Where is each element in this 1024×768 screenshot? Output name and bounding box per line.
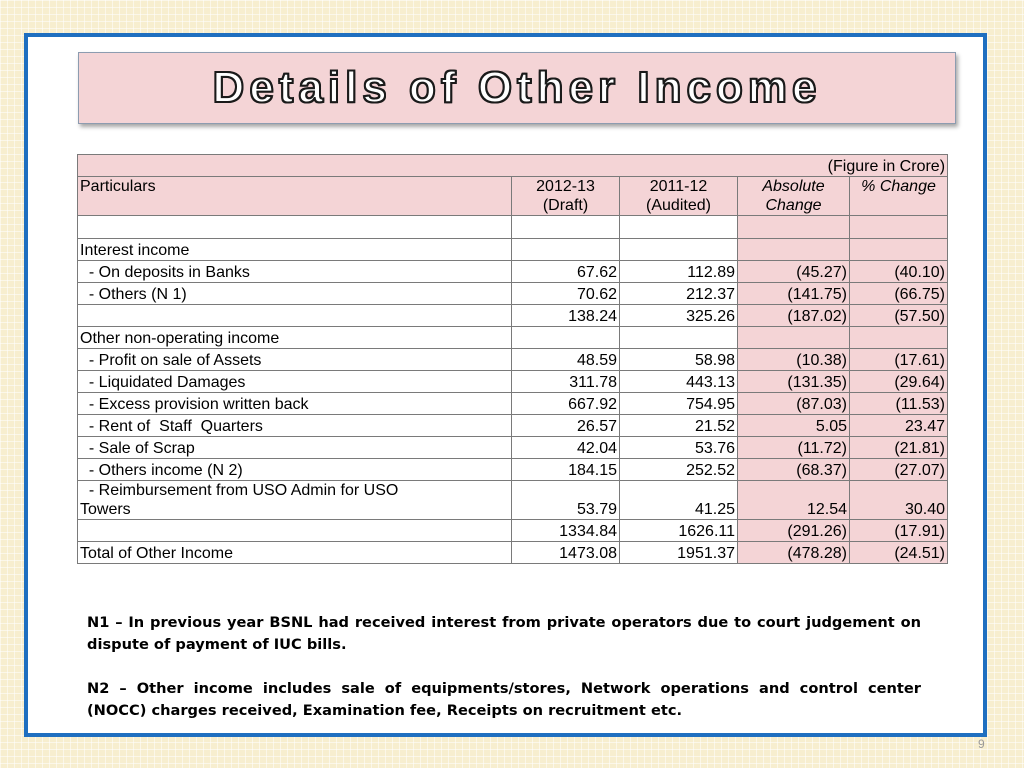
row-label: - On deposits in Banks xyxy=(78,261,512,283)
value-2011-12 xyxy=(620,239,738,261)
value-2012-13: 26.57 xyxy=(512,415,620,437)
header-particulars: Particulars xyxy=(78,177,512,216)
row-label xyxy=(78,305,512,327)
row-label: Other non-operating income xyxy=(78,327,512,349)
value-absolute-change: (131.35) xyxy=(738,371,850,393)
value-percent-change: 30.40 xyxy=(850,481,948,520)
value-2012-13: 1334.84 xyxy=(512,520,620,542)
value-absolute-change xyxy=(738,239,850,261)
table-row xyxy=(78,283,948,305)
table-row xyxy=(78,349,948,371)
value-2012-13: 667.92 xyxy=(512,393,620,415)
value-2011-12: 325.26 xyxy=(620,305,738,327)
value-percent-change: (21.81) xyxy=(850,437,948,459)
value-2011-12: 443.13 xyxy=(620,371,738,393)
value-absolute-change: (87.03) xyxy=(738,393,850,415)
value-percent-change: (11.53) xyxy=(850,393,948,415)
row-label xyxy=(78,216,512,239)
value-percent-change: (24.51) xyxy=(850,542,948,564)
row-label xyxy=(78,520,512,542)
value-2011-12: 112.89 xyxy=(620,261,738,283)
header-2011-12: 2011-12 (Audited) xyxy=(620,177,738,216)
value-2012-13 xyxy=(512,239,620,261)
value-percent-change: (57.50) xyxy=(850,305,948,327)
value-percent-change: (29.64) xyxy=(850,371,948,393)
value-2012-13: 184.15 xyxy=(512,459,620,481)
note-n1: N1 – In previous year BSNL had received interest from private operators due to court judgement on dispute of payment of IUC bills. xyxy=(87,614,921,653)
value-2012-13: 67.62 xyxy=(512,261,620,283)
header-absolute-change: Absolute Change xyxy=(738,177,850,216)
value-2011-12: 1951.37 xyxy=(620,542,738,564)
value-absolute-change: (478.28) xyxy=(738,542,850,564)
table-row xyxy=(78,305,948,327)
row-label: - Liquidated Damages xyxy=(78,371,512,393)
value-2012-13: 138.24 xyxy=(512,305,620,327)
value-percent-change: (40.10) xyxy=(850,261,948,283)
value-2011-12 xyxy=(620,327,738,349)
value-2012-13: 70.62 xyxy=(512,283,620,305)
value-percent-change: (66.75) xyxy=(850,283,948,305)
value-percent-change: (27.07) xyxy=(850,459,948,481)
table-row xyxy=(78,393,948,415)
row-label: - Rent of Staff Quarters xyxy=(78,415,512,437)
header-2012-13: 2012-13 (Draft) xyxy=(512,177,620,216)
value-2011-12: 21.52 xyxy=(620,415,738,437)
table-row xyxy=(78,520,948,542)
value-2011-12: 53.76 xyxy=(620,437,738,459)
other-income-table xyxy=(77,154,948,564)
table-row xyxy=(78,371,948,393)
value-absolute-change: (68.37) xyxy=(738,459,850,481)
value-percent-change: (17.91) xyxy=(850,520,948,542)
value-2012-13: 311.78 xyxy=(512,371,620,393)
value-absolute-change xyxy=(738,327,850,349)
value-absolute-change: (10.38) xyxy=(738,349,850,371)
value-2011-12: 58.98 xyxy=(620,349,738,371)
value-2012-13: 42.04 xyxy=(512,437,620,459)
page-number: 9 xyxy=(978,737,985,751)
value-percent-change xyxy=(850,239,948,261)
value-2012-13: 53.79 xyxy=(512,481,620,520)
header-percent-change: % Change xyxy=(850,177,948,216)
row-label: - Others (N 1) xyxy=(78,283,512,305)
value-2011-12: 1626.11 xyxy=(620,520,738,542)
value-percent-change: (17.61) xyxy=(850,349,948,371)
value-absolute-change xyxy=(738,216,850,239)
table-row xyxy=(78,542,948,564)
value-absolute-change: (45.27) xyxy=(738,261,850,283)
row-label: - Reimbursement from USO Admin for USO Towers xyxy=(78,481,512,520)
value-absolute-change: 12.54 xyxy=(738,481,850,520)
value-percent-change xyxy=(850,216,948,239)
value-absolute-change: (141.75) xyxy=(738,283,850,305)
value-absolute-change: (291.26) xyxy=(738,520,850,542)
table-row xyxy=(78,437,948,459)
table-row xyxy=(78,261,948,283)
value-2012-13 xyxy=(512,327,620,349)
unit-note: (Figure in Crore) xyxy=(78,155,948,177)
header-row xyxy=(78,177,948,216)
value-2011-12 xyxy=(620,216,738,239)
row-label: - Excess provision written back xyxy=(78,393,512,415)
table-row xyxy=(78,459,948,481)
value-absolute-change: (187.02) xyxy=(738,305,850,327)
row-label: - Sale of Scrap xyxy=(78,437,512,459)
title-banner xyxy=(78,52,956,124)
table-row xyxy=(78,327,948,349)
value-absolute-change: (11.72) xyxy=(738,437,850,459)
table-row xyxy=(78,216,948,239)
note-n2: N2 – Other income includes sale of equipments/stores, Network operations and control center (NOCC) charges received, Examination fee, Receipts on recruitment etc. xyxy=(87,680,921,719)
row-label: Total of Other Income xyxy=(78,542,512,564)
slide-title: Details of Other Income xyxy=(212,63,822,112)
row-label: - Others income (N 2) xyxy=(78,459,512,481)
value-2012-13 xyxy=(512,216,620,239)
value-2011-12: 252.52 xyxy=(620,459,738,481)
table-row xyxy=(78,415,948,437)
row-label: Interest income xyxy=(78,239,512,261)
value-absolute-change: 5.05 xyxy=(738,415,850,437)
value-2011-12: 41.25 xyxy=(620,481,738,520)
value-2011-12: 754.95 xyxy=(620,393,738,415)
value-percent-change xyxy=(850,327,948,349)
row-label: - Profit on sale of Assets xyxy=(78,349,512,371)
value-2011-12: 212.37 xyxy=(620,283,738,305)
value-2012-13: 48.59 xyxy=(512,349,620,371)
value-2012-13: 1473.08 xyxy=(512,542,620,564)
footnotes xyxy=(87,612,921,744)
unit-note-row xyxy=(78,155,948,177)
table-row xyxy=(78,481,948,520)
value-percent-change: 23.47 xyxy=(850,415,948,437)
table-row xyxy=(78,239,948,261)
